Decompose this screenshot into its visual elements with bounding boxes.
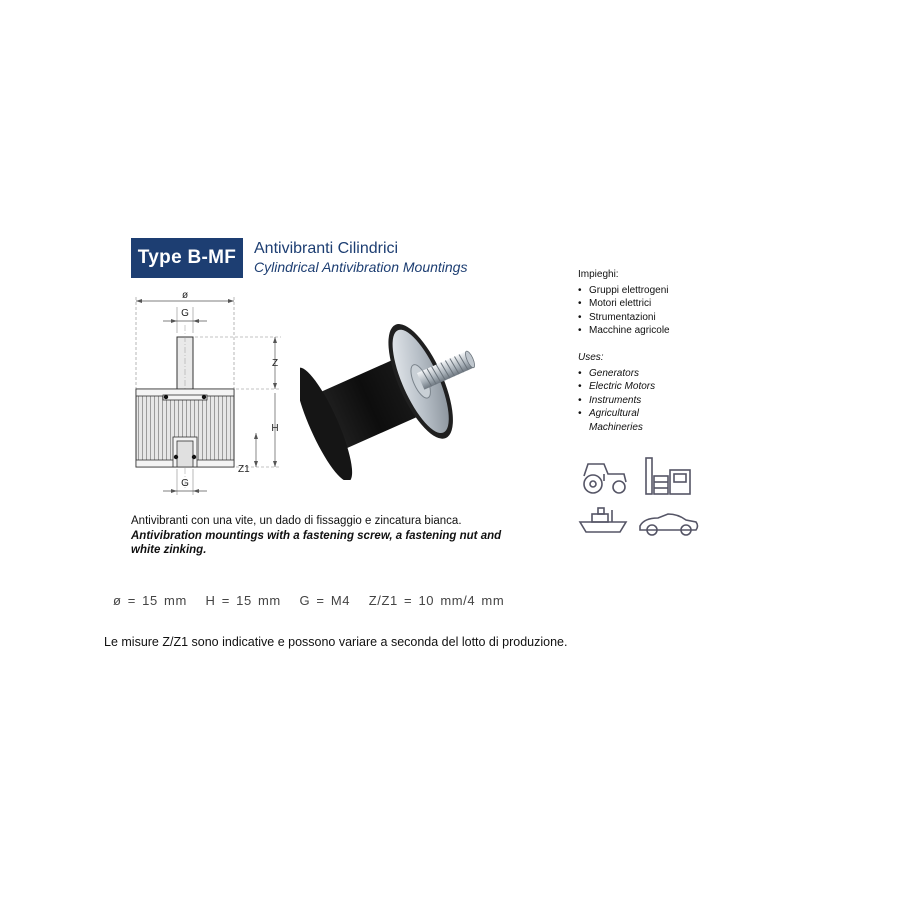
list-item: • Motori elettrici — [578, 297, 670, 311]
application-icons — [578, 456, 702, 538]
uses-english-title: Uses: — [578, 352, 604, 363]
description-english: Antivibration mountings with a fastening screw, a fastening nut and white zinking. — [131, 529, 502, 556]
boat-icon — [580, 508, 626, 532]
dim-g-top-label: G — [181, 308, 189, 319]
list-item: • Gruppi elettrogeni — [578, 284, 670, 298]
dim-z-label: Z — [271, 358, 279, 369]
dim-h-label: H — [271, 423, 279, 434]
car-icon — [640, 514, 698, 535]
production-note: Le misure Z/Z1 sono indicative e possono variare a seconda del lotto di produzione. — [104, 635, 568, 649]
list-item: • Electric Motors — [578, 380, 673, 394]
generator-icon — [646, 458, 690, 494]
technical-drawing — [125, 285, 285, 497]
list-item: • Generators — [578, 367, 673, 381]
uses-english — [578, 351, 673, 434]
list-item: • Macchine agricole — [578, 324, 670, 338]
list-item: • Strumentazioni — [578, 311, 670, 325]
dim-z1-label: Z1 — [238, 464, 250, 475]
description — [131, 514, 511, 558]
title-english: Cylindrical Antivibration Mountings — [254, 259, 468, 275]
dim-g-bottom-label: G — [181, 478, 189, 489]
list-item: • Agricultural Machineries — [578, 407, 673, 434]
dim-diameter-label: ø — [181, 290, 189, 301]
product-type-badge: Type B-MF — [131, 238, 243, 278]
product-photo — [300, 300, 480, 480]
title-italian: Antivibranti Cilindrici — [254, 240, 399, 257]
list-item: • Instruments — [578, 394, 673, 408]
tractor-icon — [584, 464, 626, 493]
specifications: ø = 15 mm H = 15 mm G = M4 Z/Z1 = 10 mm/4 mm — [113, 593, 505, 608]
uses-italian-title: Impieghi: — [578, 269, 619, 280]
description-italian: Antivibranti con una vite, un dado di fissaggio e zincatura bianca. — [131, 515, 462, 527]
uses-italian — [578, 268, 670, 338]
